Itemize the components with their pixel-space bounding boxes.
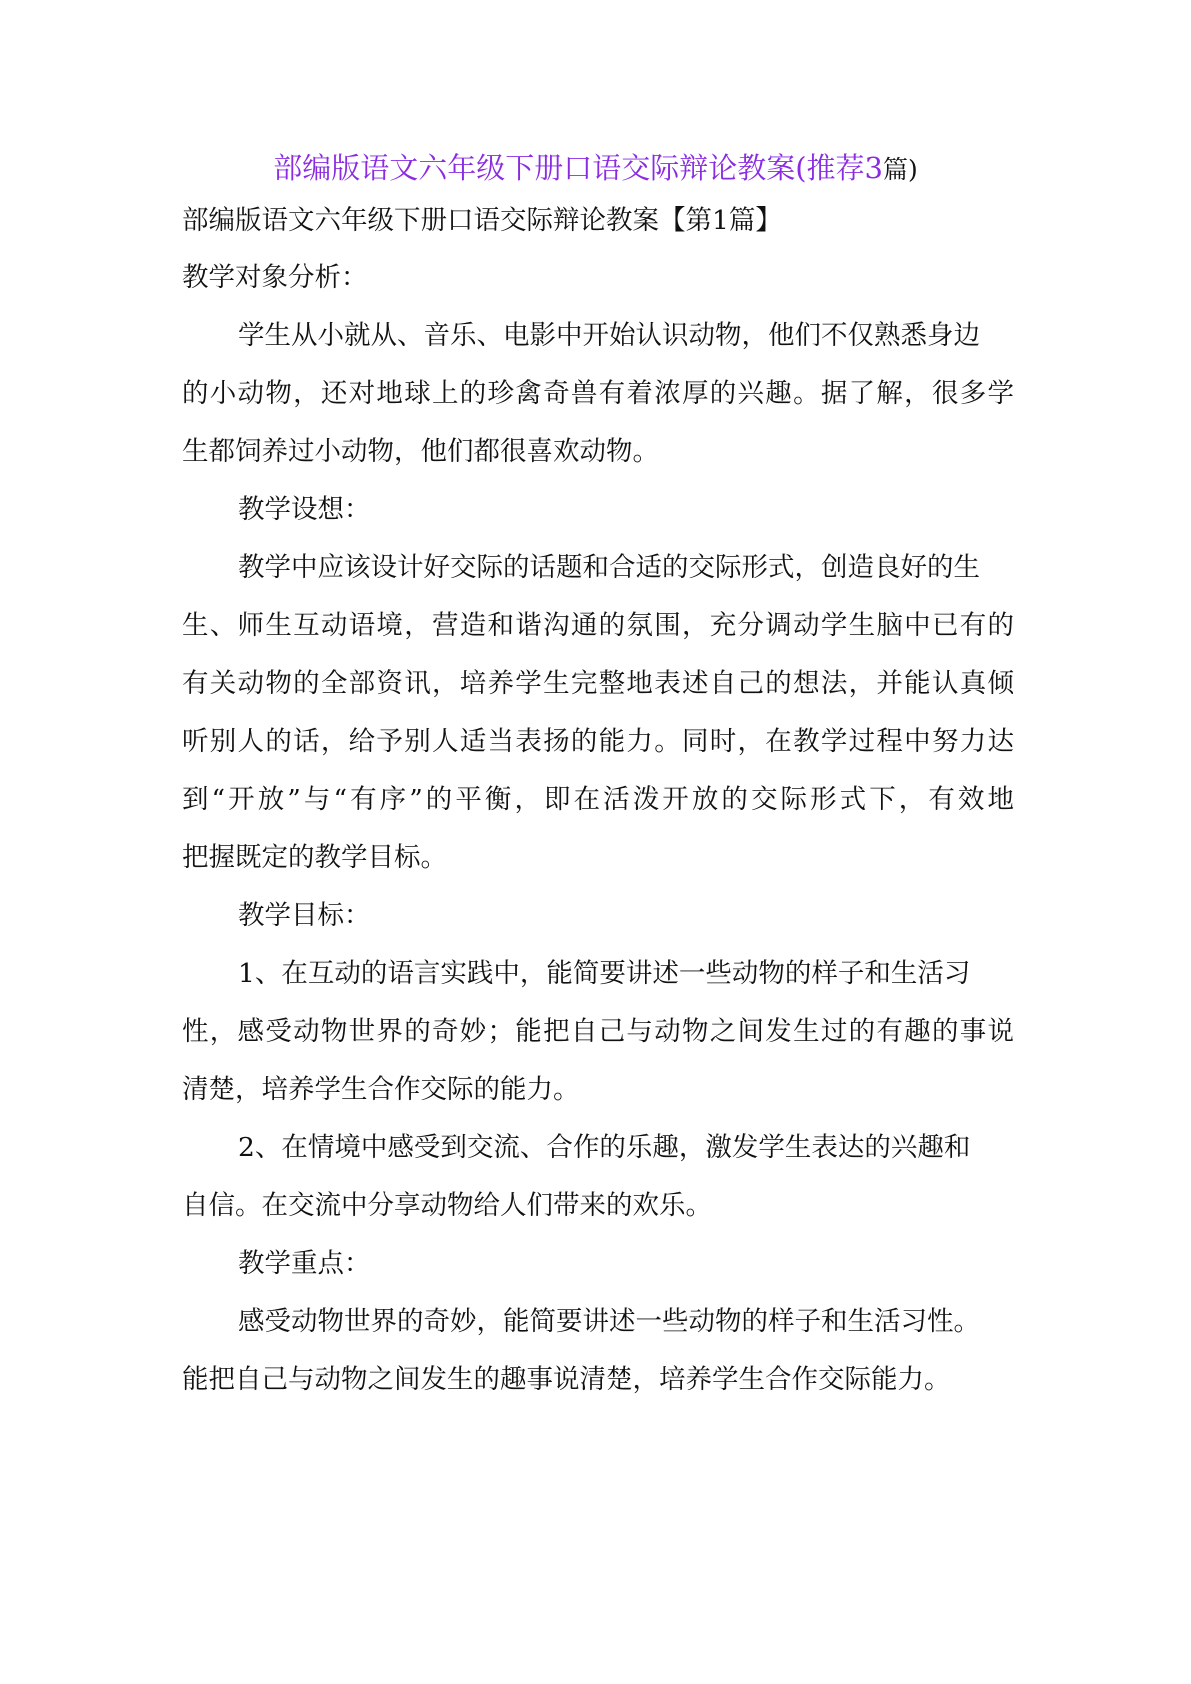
title-end-text: 篇) xyxy=(883,155,918,184)
paragraph-line: 自信。在交流中分享动物给人们带来的欢乐。 xyxy=(182,1190,712,1221)
subheading-analysis: 教学对象分析： xyxy=(182,262,368,293)
paragraph-line: 生都饲养过小动物，他们都很喜欢动物。 xyxy=(182,436,659,467)
document-title xyxy=(0,148,1191,190)
paragraph-line: 的小动物，还对地球上的珍禽奇兽有着浓厚的兴趣。据了解，很多学 xyxy=(182,378,1014,409)
paragraph-line: 把握既定的教学目标。 xyxy=(182,842,447,873)
paragraph-line: 感受动物世界的奇妙，能简要讲述一些动物的样子和生活习性。 xyxy=(238,1306,980,1337)
paragraph-line: 生、师生互动语境，营造和谐沟通的氛围，充分调动学生脑中已有的 xyxy=(182,610,1014,641)
paragraph-line: 教学中应该设计好交际的话题和合适的交际形式，创造良好的生 xyxy=(238,552,980,583)
paragraph-line: 清楚，培养学生合作交际的能力。 xyxy=(182,1074,580,1105)
paragraph-line: 能把自己与动物之间发生的趣事说清楚，培养学生合作交际能力。 xyxy=(182,1364,951,1395)
title-main-text: 部编版语文六年级下册口语交际辩论教案(推荐3 xyxy=(273,151,883,185)
paragraph-line: 性，感受动物世界的奇妙；能把自己与动物之间发生过的有趣的事说 xyxy=(182,1016,1014,1047)
paragraph-line: 听别人的话，给予别人适当表扬的能力。同时，在教学过程中努力达 xyxy=(182,726,1014,757)
paragraph-line: 到“开放”与“有序”的平衡，即在活泼开放的交际形式下，有效地 xyxy=(182,784,1014,815)
paragraph-line: 1、在互动的语言实践中，能简要讲述一些动物的样子和生活习 xyxy=(238,958,971,989)
paragraph-line: 有关动物的全部资讯，培养学生完整地表述自己的想法，并能认真倾 xyxy=(182,668,1014,699)
subheading-goals: 教学目标： xyxy=(238,900,371,931)
subheading-key-points: 教学重点： xyxy=(238,1248,371,1279)
paragraph-line: 2、在情境中感受到交流、合作的乐趣，激发学生表达的兴趣和 xyxy=(238,1132,971,1163)
paragraph-line: 学生从小就从、音乐、电影中开始认识动物，他们不仅熟悉身边 xyxy=(238,320,980,351)
subheading-design: 教学设想： xyxy=(238,494,371,525)
section-heading: 部编版语文六年级下册口语交际辩论教案【第1篇】 xyxy=(182,205,782,236)
